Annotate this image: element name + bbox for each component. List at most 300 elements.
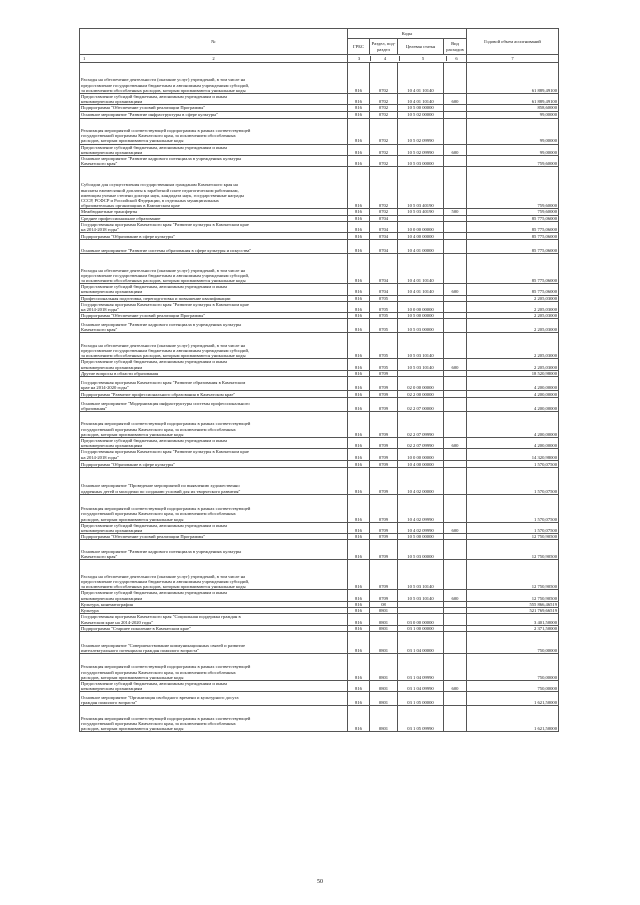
row-amount: 759,60000 [467, 209, 559, 215]
row-grbs: 816 [348, 284, 370, 295]
row-expense-type [444, 460, 467, 467]
row-amount: 12 750,90500 [467, 534, 559, 540]
row-target-article: 10 4 01 10140 [398, 63, 444, 94]
row-grbs: 816 [348, 94, 370, 105]
table-row [80, 94, 559, 105]
column-number-row [80, 55, 559, 63]
row-grbs: 816 [348, 412, 370, 438]
row-amount: 858,60000 [467, 105, 559, 111]
row-target-article: 10 5 00 00000 [398, 534, 444, 540]
row-name: Подпрограмма "Обеспечение условий реализации Программы" [80, 534, 348, 540]
row-grbs: 816 [348, 215, 370, 221]
row-target-article: 10 5 03 10140 [398, 333, 444, 359]
row-target-article: 10 5 03 10140 [398, 359, 444, 370]
row-name: Основное мероприятие "Модернизация инфраструктуры системы профессионального образования" [80, 398, 348, 412]
row-section: 0709 [370, 522, 398, 533]
row-section: 0702 [370, 144, 398, 155]
row-amount: 750,00000 [467, 680, 559, 691]
row-target-article: 10 5 00 00000 [398, 105, 444, 111]
column-number: 3 [348, 56, 371, 61]
row-expense-type [444, 494, 467, 522]
table-row [80, 438, 559, 449]
row-target-article: 10 0 00 00000 [398, 449, 444, 460]
row-grbs: 816 [348, 313, 370, 319]
column-number: 7 [467, 55, 559, 63]
row-section: 0702 [370, 167, 398, 209]
table-row [80, 631, 559, 653]
row-grbs: 816 [348, 319, 370, 333]
table-row [80, 167, 559, 209]
row-expense-type [444, 653, 467, 680]
column-number [80, 55, 348, 63]
row-name: Основное мероприятие "Развитие кадрового потенциала в учреждениях культуры Камчатского края" [80, 319, 348, 333]
row-grbs: 816 [348, 540, 370, 560]
row-expense-type [444, 467, 467, 494]
row-target-article: 10 5 03 00000 [398, 156, 444, 167]
table-row [80, 706, 559, 732]
row-target-article: 10 5 03 40190 [398, 167, 444, 209]
row-section: 0801 [370, 692, 398, 706]
row-expense-type [444, 118, 467, 144]
row-name: Государственная программа Камчатского края "Развитие культуры в Камчатском крае на 2014-2018 годы" [80, 221, 348, 232]
table-row [80, 144, 559, 155]
row-grbs: 816 [348, 460, 370, 467]
row-amount: 99,00000 [467, 111, 559, 118]
row-expense-type [444, 631, 467, 653]
row-grbs: 816 [348, 111, 370, 118]
header-codes: Коды [348, 29, 467, 39]
row-expense-type [444, 221, 467, 232]
row-section: 0702 [370, 105, 398, 111]
row-amount: 750,00000 [467, 653, 559, 680]
header-name: № [80, 29, 348, 55]
row-amount: 759,60000 [467, 167, 559, 209]
row-amount: 85 775,06000 [467, 221, 559, 232]
column-number: 2 [212, 55, 215, 61]
row-grbs: 816 [348, 118, 370, 144]
table-row [80, 449, 559, 460]
row-target-article: 10 5 03 00000 [398, 540, 444, 560]
row-grbs: 816 [348, 438, 370, 449]
header-target-article: Целевая статья [398, 39, 444, 55]
row-name: Расходы на обеспечение деятельности (оказание услуг) учреждений, в том числе на предоставление государственным бюджетным и автономным учреждениям субсидий, за исключением обособленных расходов, которым присваиваются уникальные коды [80, 63, 348, 94]
row-grbs: 816 [348, 105, 370, 111]
table-row [80, 377, 559, 391]
row-section: 0709 [370, 534, 398, 540]
row-expense-type: 500 [444, 209, 467, 215]
budget-table [79, 28, 559, 732]
row-section: 0709 [370, 560, 398, 590]
table-row [80, 284, 559, 295]
table-row [80, 540, 559, 560]
row-name: Предоставление субсидий бюджетным, автономным учреждениям и иным некоммерческим организациям [80, 284, 348, 295]
table-row [80, 156, 559, 167]
row-section: 0705 [370, 313, 398, 319]
header-total: Годовой объем ассигнований [467, 29, 559, 55]
column-number: 4 [371, 56, 400, 61]
table-row [80, 522, 559, 533]
row-grbs: 816 [348, 295, 370, 301]
row-name: Государственная программа Камчатского края "Развитие культуры в Камчатском крае на 2014-2018 годы" [80, 301, 348, 312]
row-section: 0705 [370, 301, 398, 312]
row-expense-type [444, 412, 467, 438]
column-number-group [348, 55, 467, 63]
row-grbs: 816 [348, 233, 370, 240]
row-grbs: 816 [348, 449, 370, 460]
row-section: 0801 [370, 608, 398, 614]
row-name: Подпрограмма "Обеспечение условий реализации Программы" [80, 313, 348, 319]
row-expense-type [444, 540, 467, 560]
table-row [80, 359, 559, 370]
row-name: Государственная программа Камчатского края "Развитие культуры в Камчатском крае на 2014-2018 годы" [80, 449, 348, 460]
row-amount: 85 775,06000 [467, 284, 559, 295]
row-grbs: 816 [348, 333, 370, 359]
row-amount: 85 775,06000 [467, 233, 559, 240]
row-name: Основное мероприятие "Развитие кадрового потенциала в учреждениях культуры Камчатского края" [80, 540, 348, 560]
row-expense-type [444, 706, 467, 732]
row-amount: 4 200,00000 [467, 377, 559, 391]
row-amount: 2 205,03000 [467, 301, 559, 312]
table-row [80, 254, 559, 284]
row-name: Реализация мероприятий соответствующей подпрограммы в рамках соответствующей государственной программы Камчатского края, за исключением обособленных расходов, которым присваиваются уникальные коды [80, 494, 348, 522]
row-grbs: 816 [348, 209, 370, 215]
row-amount: 18 520,98000 [467, 370, 559, 376]
row-expense-type [444, 301, 467, 312]
row-name: Другие вопросы в области образования [80, 370, 348, 376]
row-target-article: 10 5 02 09990 [398, 118, 444, 144]
row-target-article: 10 4 00 00000 [398, 233, 444, 240]
row-amount: 1 621,50000 [467, 706, 559, 732]
row-expense-type [444, 391, 467, 398]
row-target-article: 10 5 03 10140 [398, 560, 444, 590]
row-amount: 85 775,06000 [467, 254, 559, 284]
row-section: 0702 [370, 156, 398, 167]
row-name: Основное мероприятие "Развитие системы образования в сфере культуры и искусства" [80, 240, 348, 254]
row-grbs: 816 [348, 144, 370, 155]
row-amount: 2 205,03000 [467, 333, 559, 359]
row-grbs: 816 [348, 560, 370, 590]
row-grbs: 816 [348, 608, 370, 614]
row-expense-type: 600 [444, 144, 467, 155]
row-section: 0801 [370, 631, 398, 653]
row-expense-type [444, 233, 467, 240]
row-amount: 85 775,06000 [467, 215, 559, 221]
row-name: Предоставление субсидий бюджетным, автономным учреждениям и иным некоммерческим организациям [80, 680, 348, 691]
row-section: 0709 [370, 449, 398, 460]
row-grbs: 816 [348, 706, 370, 732]
row-name: Культура, кинематография [80, 601, 348, 607]
row-section: 0709 [370, 398, 398, 412]
row-target-article: 02 2 07 09990 [398, 412, 444, 438]
row-name: Подпрограмма "Образование в сфере культуры" [80, 460, 348, 467]
row-name: Подпрограмма "Старшее поколение в Камчатском крае" [80, 625, 348, 631]
row-section: 0709 [370, 412, 398, 438]
row-section: 0704 [370, 240, 398, 254]
row-target-article: 10 5 03 00000 [398, 319, 444, 333]
row-target-article: 03 1 05 09990 [398, 706, 444, 732]
row-target-article: 10 4 01 10140 [398, 94, 444, 105]
page-number: 50 [317, 879, 323, 885]
row-section: 0705 [370, 295, 398, 301]
row-grbs: 816 [348, 254, 370, 284]
row-target-article: 10 5 02 09990 [398, 144, 444, 155]
row-target-article: 03 1 04 00000 [398, 631, 444, 653]
row-expense-type: 600 [444, 284, 467, 295]
row-section: 0801 [370, 680, 398, 691]
row-name: Профессиональная подготовка, переподготовка и повышение квалификации [80, 295, 348, 301]
budget-page [79, 28, 558, 732]
row-expense-type [444, 240, 467, 254]
table-row [80, 590, 559, 601]
row-target-article: 10 0 00 00000 [398, 301, 444, 312]
row-expense-type: 600 [444, 522, 467, 533]
row-expense-type [444, 560, 467, 590]
row-expense-type: 600 [444, 590, 467, 601]
row-target-article: 02 0 00 00000 [398, 377, 444, 391]
row-amount: 759,60000 [467, 156, 559, 167]
row-grbs: 816 [348, 534, 370, 540]
row-name: Реализация мероприятий соответствующей подпрограммы в рамках соответствующей государственной программы Камчатского края, за исключением обособленных расходов, которым присваиваются уникальные коды [80, 706, 348, 732]
row-name: Среднее профессиональное образование [80, 215, 348, 221]
row-name: Основное мероприятие "Развитие инфраструктуры в сфере культуры" [80, 111, 348, 118]
table-row [80, 494, 559, 522]
row-amount: 3 401,50000 [467, 614, 559, 625]
row-grbs: 816 [348, 156, 370, 167]
row-target-article: 03 1 00 00000 [398, 625, 444, 631]
table-row [80, 398, 559, 412]
row-grbs: 816 [348, 692, 370, 706]
row-section: 0704 [370, 233, 398, 240]
table-row [80, 240, 559, 254]
row-expense-type [444, 63, 467, 94]
row-expense-type: 600 [444, 438, 467, 449]
row-amount: 99,00000 [467, 118, 559, 144]
row-section: 0705 [370, 333, 398, 359]
row-section: 0704 [370, 221, 398, 232]
row-grbs: 816 [348, 625, 370, 631]
row-section: 0704 [370, 215, 398, 221]
table-row [80, 391, 559, 398]
row-amount: 99,00000 [467, 144, 559, 155]
row-section: 0705 [370, 359, 398, 370]
row-expense-type: 600 [444, 680, 467, 691]
row-section: 0702 [370, 209, 398, 215]
row-name: Реализация мероприятий соответствующей подпрограммы в рамках соответствующей государственной программы Камчатского края, за исключением обособленных расходов, которым присваиваются уникальные коды [80, 653, 348, 680]
row-section: 0709 [370, 377, 398, 391]
row-name: Реализация мероприятий соответствующей подпрограммы в рамках соответствующей государственной программы Камчатского края, за исключением обособленных расходов, которым присваиваются уникальные коды [80, 412, 348, 438]
row-expense-type [444, 156, 467, 167]
row-section: 0801 [370, 625, 398, 631]
row-section: 0709 [370, 540, 398, 560]
row-amount: 555 866,46519 [467, 601, 559, 607]
row-name: Государственная программа Камчатского края "Социальная поддержка граждан в Камчатском крае на 2014-2020 годы" [80, 614, 348, 625]
row-amount: 12 750,90500 [467, 590, 559, 601]
row-name: Расходы на обеспечение деятельности (оказание услуг) учреждений, в том числе на предоставление государственным бюджетным и автономным учреждениям субсидий, за исключением обособленных расходов, которым присваиваются уникальные коды [80, 254, 348, 284]
row-target-article: 02 2 00 00000 [398, 391, 444, 398]
row-name: Субсидии для осуществления государственным гражданам Камчатского края на выплаты ежемесячной доплаты к заработной плате педагогическим работникам, имеющим ученые степени доктора наук, кандидата наук, государственные награды СССР, РСФСР и Российской Федерации, в отдельных муниципальных образовательных организациях в Камчатском крае [80, 167, 348, 209]
table-row [80, 333, 559, 359]
row-section: 0801 [370, 653, 398, 680]
row-amount: 2 371,50000 [467, 625, 559, 631]
row-target-article: 10 4 01 10140 [398, 284, 444, 295]
header-expense-type: Вид расходов [444, 39, 467, 55]
row-name: Основное мероприятие "Совершенствование коммуникационных связей и развитие интеллектуального потенциала граждан пожилого возраста" [80, 631, 348, 653]
row-expense-type [444, 319, 467, 333]
row-grbs: 816 [348, 63, 370, 94]
row-name: Расходы на обеспечение деятельности (оказание услуг) учреждений, в том числе на предоставление государственным бюджетным и автономным учреждениям субсидий, за исключением обособленных расходов, которым присваиваются уникальные коды [80, 560, 348, 590]
row-expense-type [444, 377, 467, 391]
row-target-article: 10 4 02 09990 [398, 494, 444, 522]
row-amount: 1 570,07500 [467, 460, 559, 467]
row-expense-type [444, 614, 467, 625]
table-row [80, 412, 559, 438]
row-amount: 85 775,06000 [467, 240, 559, 254]
row-amount: 2 205,03000 [467, 295, 559, 301]
row-expense-type [444, 398, 467, 412]
row-amount: 1 570,07500 [467, 494, 559, 522]
table-row [80, 111, 559, 118]
row-name: Подпрограмма "Развитие профессионального образования в Камчатском крае" [80, 391, 348, 398]
row-expense-type: 600 [444, 94, 467, 105]
row-section: 0704 [370, 284, 398, 295]
row-name: Основное мероприятие "Проведение мероприятий по выявлению художественно одаренных детей и молодежи по созданию условий для их творческого развития" [80, 467, 348, 494]
row-section: 0702 [370, 118, 398, 144]
row-grbs: 816 [348, 614, 370, 625]
row-target-article: 10 5 03 10140 [398, 590, 444, 601]
row-expense-type [444, 333, 467, 359]
row-target-article: 10 4 00 00000 [398, 460, 444, 467]
row-name: Расходы на обеспечение деятельности (оказание услуг) учреждений, в том числе на предоставление государственным бюджетным и автономным учреждениям субсидий, за исключением обособленных расходов, которым присваиваются уникальные коды [80, 333, 348, 359]
row-target-article: 03 1 04 09990 [398, 653, 444, 680]
table-row [80, 560, 559, 590]
row-target-article: 10 5 00 00000 [398, 313, 444, 319]
row-amount: 4 200,00000 [467, 438, 559, 449]
row-amount: 61 889,49100 [467, 94, 559, 105]
header-grbs: ГРБС [348, 39, 370, 55]
row-name: Межбюджетные трансферты [80, 209, 348, 215]
row-target-article: 03 1 04 09990 [398, 680, 444, 691]
row-section: 0709 [370, 494, 398, 522]
row-grbs: 816 [348, 240, 370, 254]
row-section: 0705 [370, 319, 398, 333]
row-grbs: 816 [348, 590, 370, 601]
row-section: 0709 [370, 460, 398, 467]
row-grbs: 816 [348, 680, 370, 691]
row-amount: 4 200,00000 [467, 412, 559, 438]
row-amount: 2 205,03000 [467, 313, 559, 319]
row-grbs: 816 [348, 370, 370, 376]
row-section: 0801 [370, 706, 398, 732]
row-name: Предоставление субсидий бюджетным, автономным учреждениям и иным некоммерческим организациям [80, 144, 348, 155]
row-target-article: 10 5 03 40190 [398, 209, 444, 215]
row-amount: 2 205,03000 [467, 359, 559, 370]
row-amount: 2 205,03000 [467, 319, 559, 333]
row-grbs: 816 [348, 601, 370, 607]
table-row [80, 319, 559, 333]
row-grbs: 816 [348, 653, 370, 680]
row-target-article: 10 4 01 00000 [398, 240, 444, 254]
row-expense-type [444, 167, 467, 209]
row-expense-type [444, 692, 467, 706]
table-row [80, 680, 559, 691]
row-grbs: 816 [348, 398, 370, 412]
row-grbs: 816 [348, 359, 370, 370]
row-name: Культура [80, 608, 348, 614]
row-grbs: 816 [348, 221, 370, 232]
row-target-article: 10 5 02 00000 [398, 111, 444, 118]
row-grbs: 816 [348, 467, 370, 494]
table-row [80, 118, 559, 144]
row-section: 0801 [370, 614, 398, 625]
row-name: Государственная программа Камчатского края "Развитие образования в Камчатском крае на 2014-2020 годы" [80, 377, 348, 391]
row-grbs: 816 [348, 391, 370, 398]
row-amount: 12 750,90500 [467, 560, 559, 590]
row-amount: 14 320,98000 [467, 449, 559, 460]
row-section: 0702 [370, 63, 398, 94]
row-expense-type: 600 [444, 359, 467, 370]
row-section: 0704 [370, 254, 398, 284]
row-amount: 1 570,07500 [467, 467, 559, 494]
row-name: Предоставление субсидий бюджетным, автономным учреждениям и иным некоммерческим организациям [80, 590, 348, 601]
row-section: 0709 [370, 467, 398, 494]
row-amount: 750,00000 [467, 631, 559, 653]
row-amount: 521 769,66519 [467, 608, 559, 614]
row-name: Основное мероприятие "Развитие кадрового потенциала в учреждениях культуры Камчатского края" [80, 156, 348, 167]
row-target-article: 02 2 07 09990 [398, 438, 444, 449]
row-amount: 4 200,00000 [467, 391, 559, 398]
table-row [80, 233, 559, 240]
column-number: 1 [83, 55, 86, 61]
row-name: Предоставление субсидий бюджетным, автономным учреждениям и иным некоммерческим организациям [80, 438, 348, 449]
row-target-article: 03 0 00 00000 [398, 614, 444, 625]
row-section: 0709 [370, 370, 398, 376]
row-target-article: 10 0 00 00000 [398, 221, 444, 232]
row-section: 0709 [370, 438, 398, 449]
row-grbs: 816 [348, 301, 370, 312]
row-target-article: 02 2 07 00000 [398, 398, 444, 412]
table-row [80, 460, 559, 467]
table-row [80, 467, 559, 494]
row-name: Подпрограмма "Обеспечение условий реализации Программы" [80, 105, 348, 111]
row-amount: 12 750,90500 [467, 540, 559, 560]
row-target-article: 10 4 02 09990 [398, 522, 444, 533]
column-number: 6 [455, 55, 458, 61]
row-name: Реализация мероприятий соответствующей подпрограммы в рамках соответствующей государственной программы Камчатского края, за исключением обособленных расходов, которым присваиваются уникальные коды [80, 118, 348, 144]
row-name: Предоставление субсидий бюджетным, автономным учреждениям и иным некоммерческим организациям [80, 359, 348, 370]
table-row [80, 614, 559, 625]
row-grbs: 816 [348, 631, 370, 653]
row-name: Основное мероприятие "Организация свободного времени и культурного досуга граждан пожилого возраста" [80, 692, 348, 706]
row-expense-type [444, 254, 467, 284]
table-row [80, 301, 559, 312]
table-row [80, 221, 559, 232]
row-amount: 61 889,49100 [467, 63, 559, 94]
column-number: 5 [400, 56, 447, 61]
table-row [80, 692, 559, 706]
row-amount: 1 621,50000 [467, 692, 559, 706]
row-target-article: 10 4 01 10140 [398, 254, 444, 284]
header-section: Раздел, под-раздел [370, 39, 398, 55]
row-amount: 4 200,00000 [467, 398, 559, 412]
row-section: 08 [370, 601, 398, 607]
row-grbs: 816 [348, 167, 370, 209]
row-section: 0702 [370, 111, 398, 118]
row-section: 0709 [370, 590, 398, 601]
row-name: Подпрограмма "Образование в сфере культуры" [80, 233, 348, 240]
row-expense-type [444, 111, 467, 118]
row-section: 0709 [370, 391, 398, 398]
row-target-article: 10 4 02 00000 [398, 467, 444, 494]
